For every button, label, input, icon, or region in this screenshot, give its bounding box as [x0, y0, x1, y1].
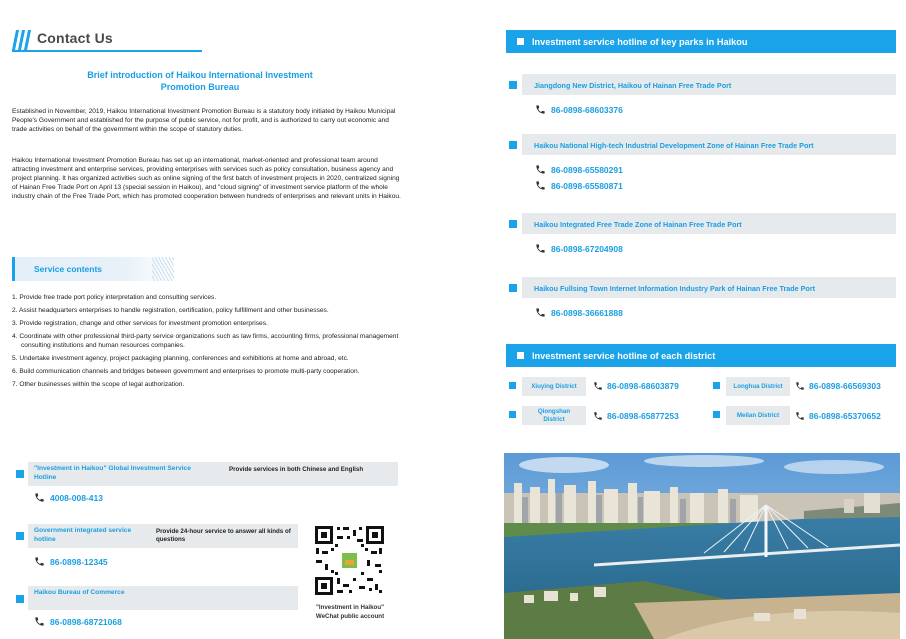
district-name: Xiuying District: [531, 382, 577, 390]
phone-number: 86-0898-65877253: [607, 411, 679, 421]
hotline-desc: Provide 24-hour service to answer all kinds of questions: [156, 528, 291, 543]
title-underline: [12, 50, 202, 52]
list-item: 3. Provide registration, change and other services for investment promotion enterprises.: [12, 320, 268, 327]
list-item: 2. Assist headquarters enterprises to handle registration, certification, policy fulfillment and other businesses.: [12, 307, 329, 314]
header-square-icon: [517, 352, 524, 359]
stripes-icon: [12, 30, 34, 50]
district-name: Longhua District: [733, 382, 783, 390]
list-item: 4. Coordinate with other professional third-party service organizations such as law firms, accounting firms, professional management consulting institutions and human resources companies.: [12, 333, 399, 349]
district-box-xiuying: [522, 377, 586, 396]
phone-icon: [593, 411, 603, 421]
park-box-jiangdong: [522, 74, 896, 95]
phone-icon: [795, 411, 805, 421]
district-phone-longhua[interactable]: [795, 381, 881, 391]
hotline-title: Government integrated service hotline: [34, 527, 132, 543]
bullet-square: [509, 411, 516, 418]
district-phone-qiongshan[interactable]: [593, 411, 679, 421]
qr-caption: [300, 604, 400, 621]
district-name: Meilan District: [736, 411, 780, 419]
header-square-icon: [517, 38, 524, 45]
list-item: 1. Provide free trade port policy interpretation and consulting services.: [12, 294, 217, 301]
district-phone-meilan[interactable]: [795, 411, 881, 421]
bullet-square: [509, 382, 516, 389]
park-box-hightech: [522, 134, 896, 155]
bullet-square: [509, 81, 517, 89]
list-item: 7. Other businesses within the scope of legal authorization.: [12, 381, 185, 388]
brief-title: [40, 69, 360, 93]
qr-code-icon: [313, 524, 386, 597]
park-box-integrated: [522, 213, 896, 234]
park-name: Jiangdong New District, Haikou of Hainan Free Trade Port: [534, 81, 732, 90]
bullet-square: [713, 382, 720, 389]
phone-icon: [593, 381, 603, 391]
hotline-box-government: [28, 524, 298, 548]
park-name: Haikou National High-tech Industrial Development Zone of Hainan Free Trade Port: [534, 141, 814, 150]
park-name: Haikou Fullsing Town Internet Information Industry Park of Hainan Free Trade Port: [534, 284, 816, 293]
park-box-fullsing: [522, 277, 896, 298]
phone-number: 86-0898-68721068: [50, 616, 122, 627]
phone-number: 86-0898-67204908: [551, 243, 623, 254]
brief-title-line1: Brief introduction of Haikou International Investment: [87, 70, 313, 80]
districts-header: [506, 344, 896, 367]
phone-number: 86-0898-65580871: [551, 180, 623, 191]
phone-number: 86-0898-65580291: [551, 164, 623, 175]
phone-icon: [535, 307, 546, 318]
bullet-square: [16, 532, 24, 540]
brief-title-line2: Promotion Bureau: [160, 82, 240, 92]
district-name: Qiongshan District: [537, 408, 571, 423]
park-name: Haikou Integrated Free Trade Zone of Hainan Free Trade Port: [534, 220, 742, 229]
phone-icon: [34, 556, 45, 567]
park-phone-jiangdong[interactable]: [535, 104, 623, 115]
district-phone-xiuying[interactable]: [593, 381, 679, 391]
hotline-phone-commerce[interactable]: [34, 616, 122, 627]
park-phone-hightech-1[interactable]: [535, 164, 623, 175]
haikou-city-photo: [504, 453, 900, 639]
list-item: 5. Undertake investment agency, project packaging planning, conferences and exhibitions at home and abroad, etc.: [12, 355, 349, 362]
district-box-meilan: [726, 406, 790, 425]
qr-caption-line1: "Investment in Haikou": [315, 604, 385, 611]
service-contents-header: [12, 257, 174, 281]
phone-icon: [535, 104, 546, 115]
park-phone-integrated[interactable]: [535, 243, 623, 254]
district-box-qiongshan: [522, 406, 586, 425]
page-title: Contact Us: [37, 30, 113, 46]
phone-icon: [535, 243, 546, 254]
phone-number: 86-0898-12345: [50, 556, 108, 567]
hotline-box-global: [28, 462, 398, 486]
bullet-square: [509, 141, 517, 149]
phone-icon: [34, 492, 45, 503]
district-box-longhua: [726, 377, 790, 396]
parks-title: Investment service hotline of key parks in Haikou: [532, 36, 748, 47]
phone-number: 86-0898-66569303: [809, 381, 881, 391]
phone-number: 4008-008-413: [50, 492, 103, 503]
hotline-desc: Provide services in both Chinese and English: [229, 466, 364, 473]
park-phone-hightech-2[interactable]: [535, 180, 623, 191]
hotline-title: "Investment in Haikou" Global Investment Service Hotline: [34, 465, 191, 481]
phone-number: 86-0898-36661888: [551, 307, 623, 318]
brief-paragraph-1: Established in November, 2019, Haikou International Investment Promotion Bureau is a statutory body initiated by Haikou Municipal People's Government and established for the purpose of public service, not for profit, and is authorized to carry out economic and trade activities on behalf of the government within the scope of statutory duties.: [12, 108, 396, 133]
hotline-phone-government[interactable]: [34, 556, 108, 567]
qr-caption-line2: WeChat public account: [315, 612, 385, 620]
phone-number: 86-0898-65370652: [809, 411, 881, 421]
bullet-square: [509, 284, 517, 292]
phone-icon: [795, 381, 805, 391]
districts-title: Investment service hotline of each district: [532, 350, 716, 361]
phone-icon: [34, 616, 45, 627]
brief-paragraph-2: Haikou International Investment Promotion Bureau has set up an international, market-oriented and professional team around attracting investment and enterprise services, providing enterprises with services such as policy consultation, business agency and project planning. It has organized activities such as online signing of the first batch of investment projects in 2020, centralized signing of Hainan Free Trade Port on April 13 (special session in Haikou), and "cloud signing" of investment service platform of the whole industry chain of the Free Trade Port, which has promoted cooperation between hundreds of enterprises and relevant units in Haikou.: [12, 157, 401, 200]
bullet-square: [713, 411, 720, 418]
bullet-square: [16, 470, 24, 478]
parks-header: [506, 30, 896, 53]
hotline-box-commerce: [28, 586, 298, 610]
service-list: [12, 293, 404, 393]
phone-icon: [535, 180, 546, 191]
bullet-square: [16, 595, 24, 603]
bullet-square: [509, 220, 517, 228]
phone-number: 86-0898-68603376: [551, 104, 623, 115]
park-phone-fullsing[interactable]: [535, 307, 623, 318]
phone-number: 86-0898-68603879: [607, 381, 679, 391]
hotline-phone-global[interactable]: [34, 492, 103, 503]
hotline-title: Haikou Bureau of Commerce: [34, 589, 125, 596]
service-contents-title: Service contents: [34, 264, 103, 274]
phone-icon: [535, 164, 546, 175]
list-item: 6. Build communication channels and bridges between government and enterprises to promote multi-party cooperation.: [12, 368, 360, 375]
